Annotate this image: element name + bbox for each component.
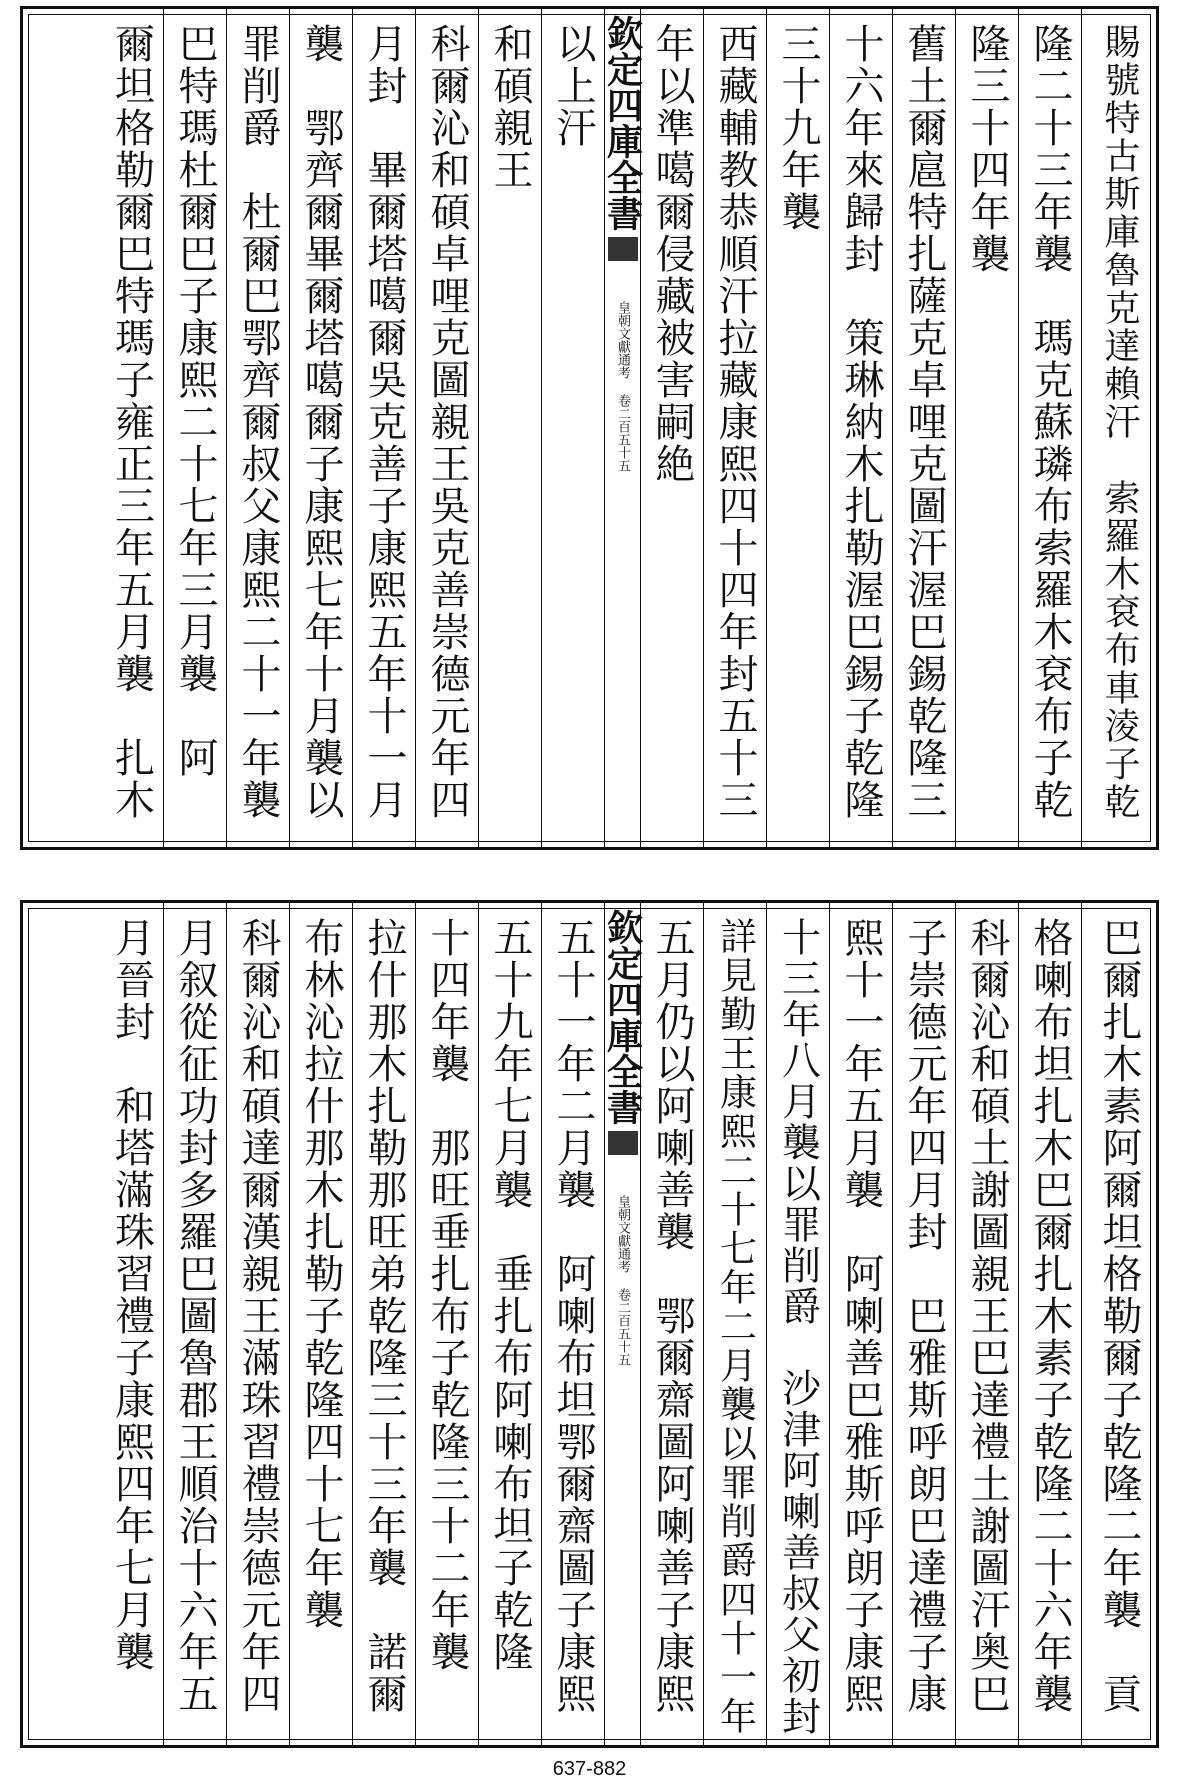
- text-column: 年以準噶爾侵藏被害嗣絶: [640, 9, 703, 847]
- text-column: 五十九年七月襲 垂扎布阿喇布坦子乾隆: [478, 903, 541, 1745]
- volume-info: 皇朝文獻通考 卷二百五十五: [615, 301, 630, 472]
- upper-page: [20, 6, 1159, 850]
- text-column: 布林沁拉什那木扎勒子乾隆四十七年襲: [289, 903, 352, 1745]
- text-column: 科爾沁和碩土謝圖親王巴達禮土謝圖汗奥巴: [955, 903, 1018, 1745]
- text-column: 和碩親王: [478, 9, 541, 847]
- text-column: 科爾沁和碩達爾漢親王滿珠習禮崇德元年四: [226, 903, 289, 1745]
- text-column: 十三年八月襲以罪削爵 沙津阿喇善叔父初封: [766, 903, 829, 1745]
- book-title: 欽定四庫全書: [601, 15, 644, 231]
- text-column: 十四年襲 那旺垂扎布子乾隆三十二年襲: [415, 903, 478, 1745]
- text-column: 格喇布坦扎木巴爾扎木素子乾隆二十六年襲: [1018, 903, 1081, 1745]
- text-column: 罪削爵 杜爾巴鄂齊爾叔父康熙二十一年襲: [226, 9, 289, 847]
- text-column: 隆二十三年襲 瑪克蘇璘布索羅木袞布子乾: [1018, 9, 1081, 847]
- text-column: 隆三十四年襲: [955, 9, 1018, 847]
- text-column: 巴特瑪杜爾巴子康熙二十七年三月襲 阿: [163, 9, 226, 847]
- fishtail-mark: [608, 1131, 638, 1155]
- text-column: 科爾沁和碩卓哩克圖親王吳克善崇德元年四: [415, 9, 478, 847]
- text-column: 子崇德元年四月封 巴雅斯呼朗巴達禮子康: [892, 903, 955, 1745]
- text-column: 月晉封 和塔滿珠習禮子康熙四年七月襲: [108, 917, 155, 1673]
- fishtail-mark: [608, 237, 638, 261]
- text-column: 十六年來歸封 策琳納木扎勒渥巴錫子乾隆: [829, 9, 892, 847]
- text-column: 賜號特古斯庫魯克達賴汗 索羅木袞布車淩子乾: [1081, 9, 1156, 847]
- text-column: 巴爾扎木素阿爾坦格勒爾子乾隆二年襲 貢: [1081, 903, 1156, 1745]
- text-column: 詳見勤王康熙二十七年二月襲以罪削爵四十一年: [703, 903, 766, 1745]
- text-column: 五十一年二月襲 阿喇布坦鄂爾齋圖子康熙: [541, 903, 604, 1745]
- text-column: 三十九年襲: [766, 9, 829, 847]
- volume-info: 皇朝文獻通考 卷二百五十五: [615, 1195, 630, 1366]
- text-column: 西藏輔教恭順汗拉藏康熙四十四年封五十三: [703, 9, 766, 847]
- center-gutter: [601, 903, 644, 1745]
- text-column: 襲 鄂齊爾畢爾塔噶爾子康熙七年十月襲以: [289, 9, 352, 847]
- text-column: 月封 畢爾塔噶爾吳克善子康熙五年十一月: [352, 9, 415, 847]
- text-column: 拉什那木扎勒那旺弟乾隆三十三年襲 諾爾: [352, 903, 415, 1745]
- text-column: 以上汗: [541, 9, 604, 847]
- text-column: 熙十一年五月襲 阿喇善巴雅斯呼朗子康熙: [829, 903, 892, 1745]
- book-title: 欽定四庫全書: [601, 909, 644, 1125]
- center-gutter: [601, 9, 644, 847]
- lower-page: [20, 900, 1159, 1748]
- text-column: 月叙從征功封多羅巴圖魯郡王順治十六年五: [163, 903, 226, 1745]
- text-column: 爾坦格勒爾巴特瑪子雍正三年五月襲 扎木: [108, 23, 155, 821]
- text-column: 五月仍以阿喇善襲 鄂爾齋圖阿喇善子康熙: [640, 903, 703, 1745]
- page-number: 637-882: [552, 1758, 627, 1780]
- text-column: 舊土爾扈特扎薩克卓哩克圖汗渥巴錫乾隆三: [892, 9, 955, 847]
